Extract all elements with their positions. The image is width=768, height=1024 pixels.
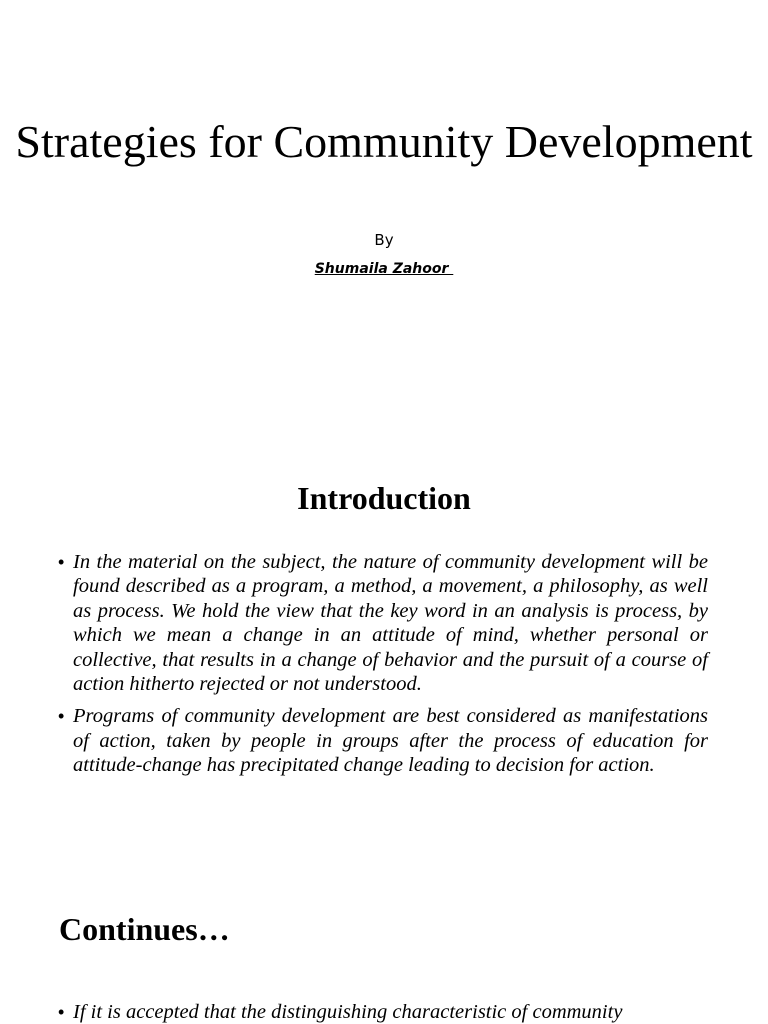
by-label: By: [374, 231, 394, 249]
continues-heading: Continues…: [59, 911, 230, 947]
bullet-icon: •: [58, 552, 65, 572]
bullet-text: In the material on the subject, the nature of community development will be found described as a program, a method, a movement, a philosophy, as well as process. We hold the view that the key word in an analysis is process, by which we mean a change in an attitude of mind, whether personal or collective, that results in a change of behavior and the pursuit of a course of action hitherto rejected or not understood.: [73, 551, 708, 696]
title-slide: [0, 0, 768, 384]
bullet-text: Programs of community development are best considered as manifestations of action, taken by people in groups after the process of education for attitude-change has precipitated change leading to decision for action.: [73, 705, 708, 777]
presentation-title: Strategies for Community Development: [15, 116, 753, 167]
bullet-item: [58, 704, 708, 777]
bullet-icon: •: [58, 1002, 65, 1022]
continues-slide: [0, 864, 768, 1024]
bullet-item: [58, 550, 708, 696]
introduction-bullet-list: [58, 550, 708, 786]
introduction-heading: Introduction: [297, 480, 471, 516]
continues-bullet-list: [58, 1000, 708, 1024]
bullet-icon: •: [58, 706, 65, 727]
bullet-text: If it is accepted that the distinguishing characteristic of community: [73, 1001, 623, 1023]
author-name: Shumaila Zahoor: [314, 261, 454, 277]
introduction-slide: [0, 384, 768, 864]
bullet-item: [58, 1000, 708, 1024]
